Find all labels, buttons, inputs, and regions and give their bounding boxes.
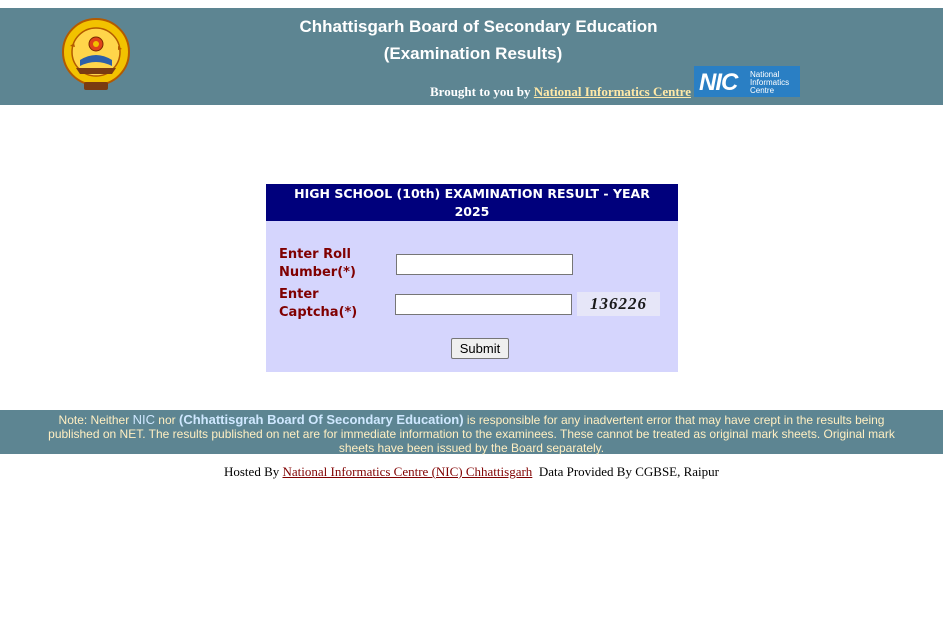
note-nic: NIC <box>132 412 155 427</box>
captcha-label: Enter Captcha(*) <box>279 287 358 320</box>
nic-chhattisgarh-link[interactable]: National Informatics Centre (NIC) Chhattisgarh <box>282 464 533 479</box>
brought-prefix: Brought to you by <box>430 84 531 99</box>
nic-logo-icon[interactable] <box>694 66 800 97</box>
nic-logo-line2: Informatics <box>750 78 790 87</box>
note-board: (Chhattisgrah Board Of Secondary Education) <box>178 412 464 427</box>
footer-hosted <box>0 464 943 480</box>
roll-number-label: Enter Roll Number(*) <box>279 247 356 280</box>
nic-logo-caption <box>750 71 789 95</box>
roll-number-input[interactable] <box>396 254 573 275</box>
disclaimer-note <box>0 410 943 454</box>
captcha-input[interactable] <box>395 294 572 315</box>
result-form-panel <box>266 184 678 372</box>
submit-button[interactable]: Submit <box>451 338 509 359</box>
nic-logo-line1: National <box>750 70 780 79</box>
nic-logo-text: NIC <box>699 69 738 96</box>
nic-logo-line3: Centre <box>750 86 775 95</box>
captcha-image: 136226 <box>577 292 660 316</box>
heading-line1: HIGH SCHOOL (10th) EXAMINATION RESULT - YEAR <box>294 186 650 201</box>
hosted-prefix: Hosted By <box>223 464 283 479</box>
note-part3: is responsible for any inadvertent error that may have crept in the results being published on NET. The results published on net are for immediate information to the examinees. These cannot be treated as original mark sheets. Original mark sheets have been issued by the Board separately. <box>48 413 895 455</box>
result-form-heading <box>266 184 678 221</box>
page-title: Chhattisgarh Board of Secondary Education <box>299 17 658 36</box>
note-part2: nor <box>154 413 179 427</box>
site-header <box>0 8 943 105</box>
data-provided-text: Data Provided By CGBSE, Raipur <box>538 464 719 479</box>
nic-link[interactable]: National Informatics Centre <box>533 84 691 99</box>
brought-by-text <box>430 84 691 100</box>
page-subtitle: (Examination Results) <box>383 44 563 63</box>
heading-line2: 2025 <box>454 204 490 219</box>
note-part1: Note: Neither <box>58 413 133 427</box>
